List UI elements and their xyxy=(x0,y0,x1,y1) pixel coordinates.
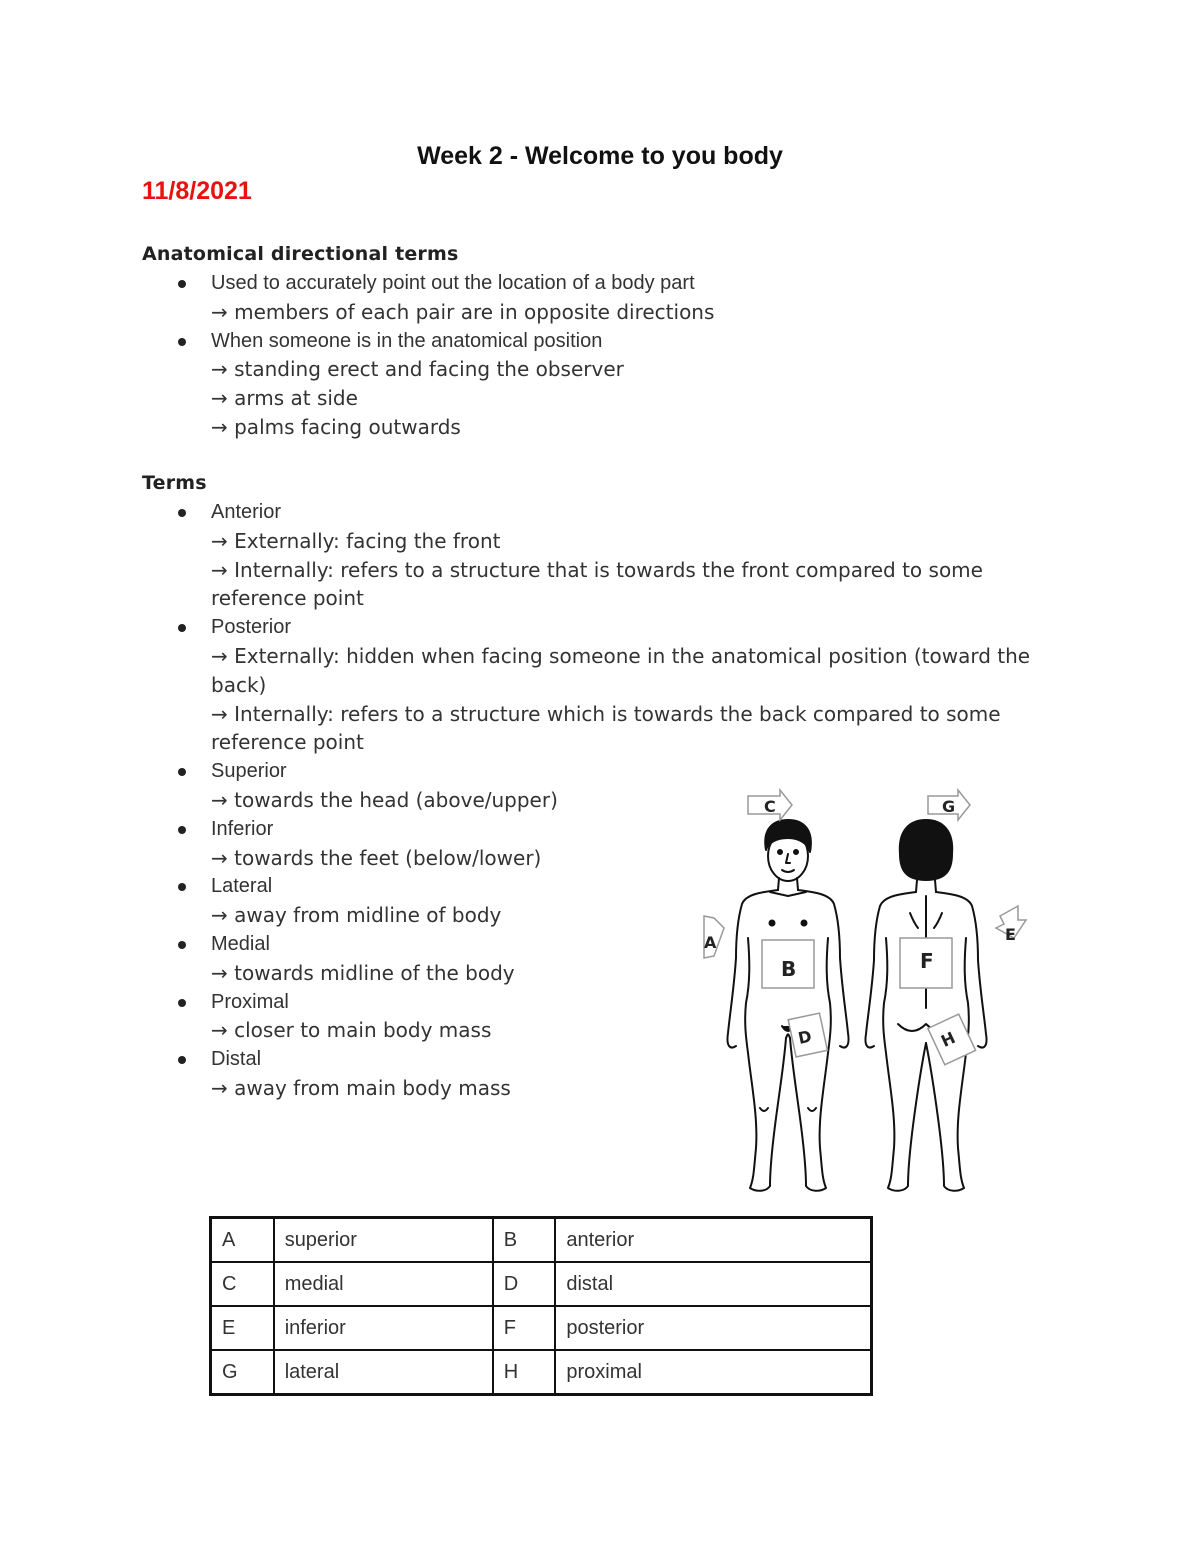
term-label: Anterior xyxy=(211,501,282,523)
bullet-icon xyxy=(178,826,186,834)
bullet-icon xyxy=(178,509,186,517)
table-cell: F xyxy=(493,1306,556,1350)
bullet-icon xyxy=(178,280,186,288)
table-row xyxy=(211,1306,872,1350)
figure-label-h: H xyxy=(938,1027,959,1051)
bullet-icon xyxy=(178,338,186,346)
section-heading-terms: Terms xyxy=(142,472,207,494)
term-label: Posterior xyxy=(211,616,292,639)
answer-table xyxy=(209,1216,873,1396)
term-item-posterior xyxy=(142,613,1072,757)
term-description: → towards the feet (below/lower) xyxy=(211,845,542,870)
term-label: Proximal xyxy=(211,990,289,1013)
list-item-sub: → arms at side xyxy=(211,386,358,411)
term-label: Medial xyxy=(211,932,270,955)
table-cell: proximal xyxy=(555,1350,871,1395)
term-item-anterior xyxy=(142,498,1072,613)
term-description: → Internally: refers to a structure that is towards the front compared to some reference point xyxy=(211,557,983,611)
bullet-icon xyxy=(178,999,186,1007)
table-cell: anterior xyxy=(555,1218,871,1263)
term-description: → away from midline of body xyxy=(211,903,502,928)
list-item xyxy=(142,269,1072,327)
label-arrow-a xyxy=(704,916,724,958)
term-label: Inferior xyxy=(211,817,274,840)
table-cell: distal xyxy=(555,1262,871,1306)
figure-label-b: B xyxy=(781,957,797,981)
table-cell: B xyxy=(493,1218,556,1263)
bullet-icon xyxy=(178,883,186,891)
term-description: → Internally: refers to a structure which is towards the back compared to some reference point xyxy=(211,701,1001,755)
list-item-sub: → palms facing outwards xyxy=(211,414,461,439)
table-cell: A xyxy=(211,1218,274,1263)
figure-label-d: D xyxy=(796,1026,814,1048)
term-description: → towards midline of the body xyxy=(211,960,515,985)
front-body-figure xyxy=(727,820,848,1191)
label-arrow-e xyxy=(996,906,1026,944)
term-description: → towards the head (above/upper) xyxy=(211,787,558,812)
figure-label-f: F xyxy=(920,949,934,973)
table-cell: superior xyxy=(274,1218,493,1263)
term-description: → Externally: hidden when facing someone in the anatomical position (toward the back) xyxy=(211,643,1031,697)
date-heading: 11/8/2021 xyxy=(142,177,252,205)
label-box-b xyxy=(762,940,814,988)
term-description: → Externally: facing the front xyxy=(211,528,501,553)
table-cell: G xyxy=(211,1350,274,1395)
label-arrow-g xyxy=(928,790,970,820)
bullet-icon xyxy=(178,941,186,949)
term-label: Lateral xyxy=(211,875,273,898)
bullet-icon xyxy=(178,624,186,632)
page-title: Week 2 - Welcome to you body xyxy=(417,142,783,170)
list-item-text: When someone is in the anatomical position xyxy=(211,329,603,352)
table-cell: C xyxy=(211,1262,274,1306)
label-arrow-c xyxy=(748,790,792,820)
label-box-d xyxy=(788,1013,827,1057)
term-description: → away from main body mass xyxy=(211,1075,511,1100)
table-row xyxy=(211,1218,872,1263)
figure-label-g: G xyxy=(942,797,956,816)
directional-terms-list xyxy=(142,269,1072,442)
table-cell: E xyxy=(211,1306,274,1350)
label-box-f xyxy=(900,938,952,988)
figure-label-e: E xyxy=(1005,925,1016,944)
figure-label-a: A xyxy=(704,933,717,952)
list-item-text: Used to accurately point out the location of a body part xyxy=(211,272,695,294)
table-cell: inferior xyxy=(274,1306,493,1350)
term-label: Distal xyxy=(211,1048,262,1071)
section-heading-directional-terms: Anatomical directional terms xyxy=(142,243,459,265)
bullet-icon xyxy=(178,1056,186,1064)
list-item-sub: → standing erect and facing the observer xyxy=(211,357,624,382)
figure-label-c: C xyxy=(764,797,776,816)
table-row xyxy=(211,1350,872,1395)
table-cell: medial xyxy=(274,1262,493,1306)
list-item-sub: → members of each pair are in opposite directions xyxy=(211,299,715,324)
table-row xyxy=(211,1262,872,1306)
table-cell: lateral xyxy=(274,1350,493,1395)
table-cell: H xyxy=(493,1350,556,1395)
bullet-icon xyxy=(178,768,186,776)
table-cell: D xyxy=(493,1262,556,1306)
term-label: Superior xyxy=(211,760,287,783)
list-item xyxy=(142,327,1072,442)
term-description: → closer to main body mass xyxy=(211,1018,492,1043)
anatomical-body-figure xyxy=(700,788,1030,1198)
back-body-figure xyxy=(865,820,986,1191)
table-cell: posterior xyxy=(555,1306,871,1350)
